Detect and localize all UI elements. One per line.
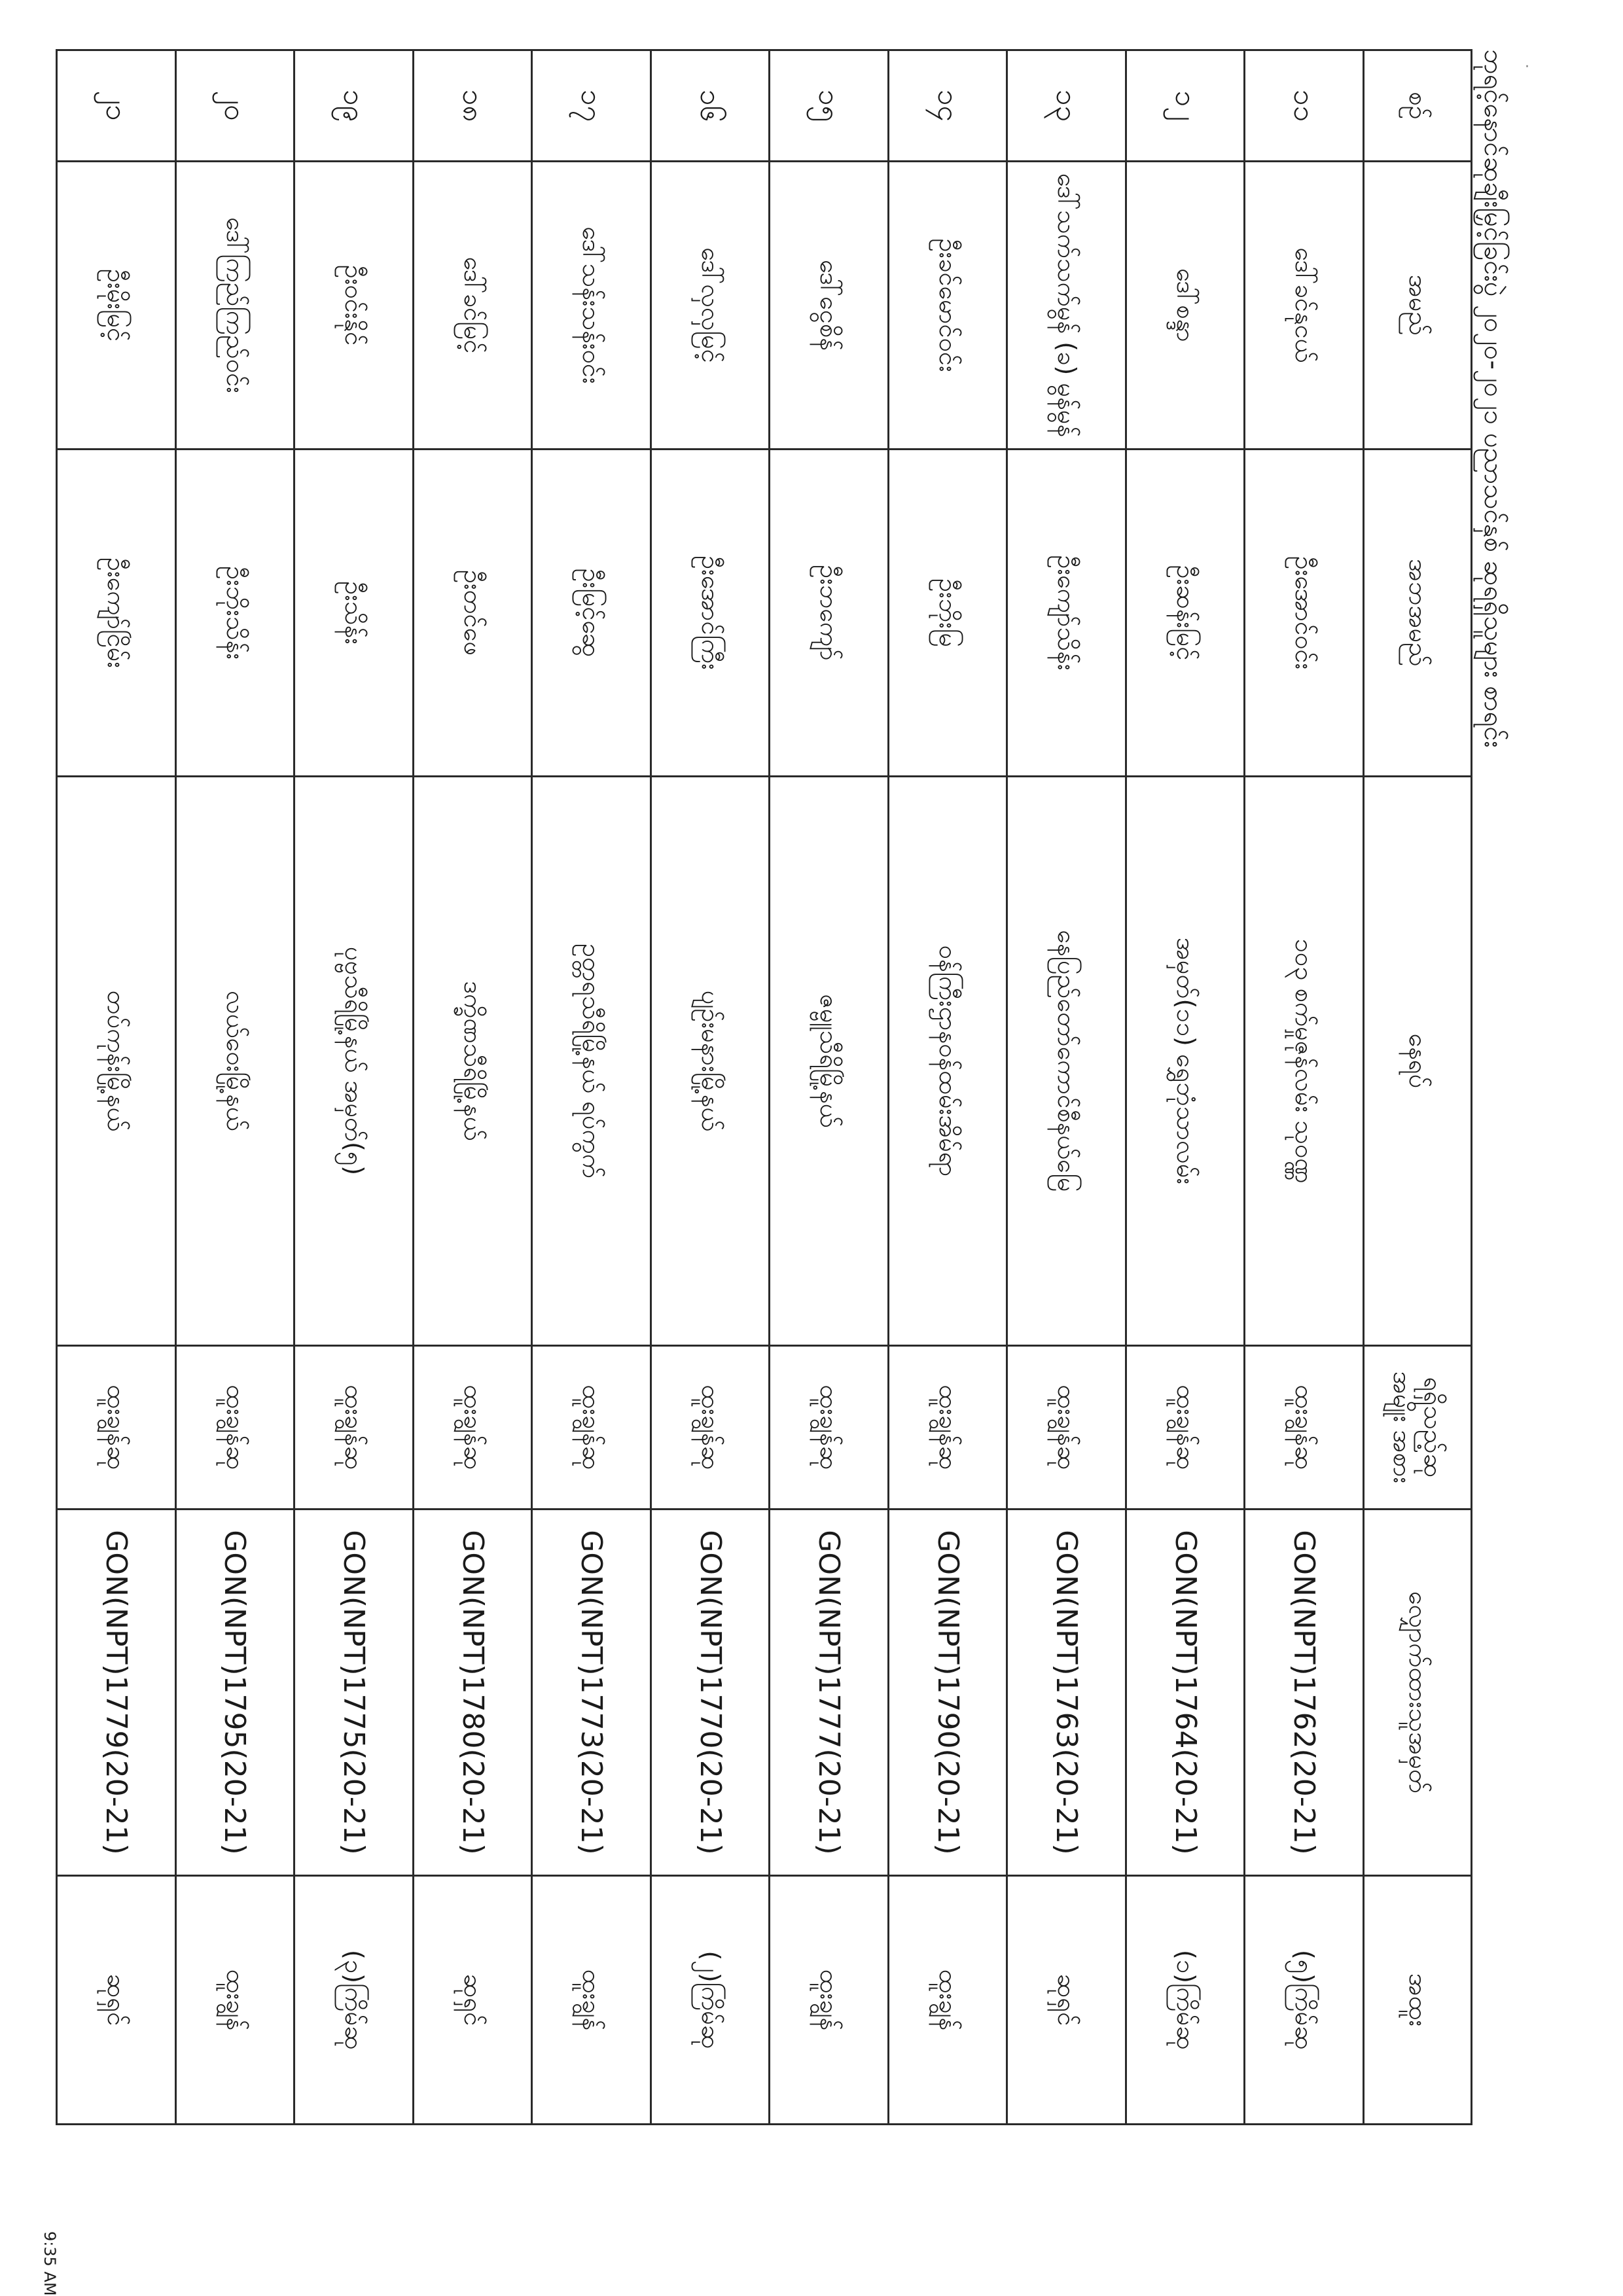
- cell-name: ဒေါ်သက်သက်မွန် (ခ) မွန်မွန်: [1007, 162, 1126, 450]
- cell-no: ၁၅: [770, 50, 889, 162]
- cell-note: (၂)ကြိမ်ဆု: [651, 1876, 770, 2125]
- cell-father: ဦးကျော်သိန်း: [1007, 450, 1126, 777]
- cell-no: ၂၀: [175, 50, 294, 162]
- cell-father: ဦးဘကျော်: [770, 450, 889, 777]
- cell-award: ထူးချွန်ဆု: [532, 1346, 651, 1510]
- cell-name: ဒေါ်ခင်နုငယ်: [1245, 162, 1364, 450]
- cell-award: ထူးချွန်ဆု: [57, 1346, 176, 1510]
- timestamp-text: 9:35 AM: [41, 2231, 59, 2296]
- cell-note: ဆုရှင်: [413, 1876, 532, 2125]
- cell-name: ဒေါ်လှလှမြင့်: [651, 162, 770, 450]
- cell-name: ဦးဝင်းနိုင်: [294, 162, 414, 450]
- cell-address: နေပြည်တော်ကောင်စီနယ်မြေ: [1007, 777, 1126, 1346]
- table-body: [57, 50, 1364, 2125]
- rotated-table-region: [56, 49, 1508, 2123]
- cell-no: ၁၈: [413, 50, 532, 162]
- table-row: [413, 50, 532, 2125]
- cell-name: ဒေါ်စန္ဒာ: [1126, 162, 1245, 450]
- cell-award: ထူးချွန်ဆု: [888, 1346, 1007, 1510]
- cell-address: အမှတ်(၁၁) ရွှေဘုံသာလမ်း: [1126, 777, 1245, 1346]
- cell-note: ထူးချွန်: [888, 1876, 1007, 2125]
- timestamp: [39, 2231, 65, 2296]
- cell-no: ၁၆: [651, 50, 770, 162]
- cell-code: GON(NPT)1780(20-21): [413, 1510, 532, 1876]
- header-name: အမည်: [1364, 162, 1472, 450]
- table-row: [57, 50, 176, 2125]
- cell-address: ၁၀၃ စက်မှုဇုန်လမ်း သုဝဏ္ဏ: [1245, 777, 1364, 1346]
- cell-award: ထူးချွန်ဆု: [1126, 1346, 1245, 1510]
- cell-name: ဦးခင်မောင်ဝင်း: [888, 162, 1007, 450]
- cell-no: ၁၂: [1126, 50, 1245, 162]
- cell-note: (၅)ကြိမ်ဆု: [1245, 1876, 1364, 2125]
- cell-code: GON(NPT)1764(20-21): [1126, 1510, 1245, 1876]
- header-note: အထူး: [1364, 1876, 1472, 2125]
- cell-note: ဆုရှင်: [57, 1876, 176, 2125]
- cell-note: ထူးချွန်: [770, 1876, 889, 2125]
- award-table: [56, 49, 1472, 2125]
- cell-no: ၁၁: [1245, 50, 1364, 162]
- cell-award: ထူးချွန်ဆု: [413, 1346, 532, 1510]
- cell-no: ၂၁: [57, 50, 176, 162]
- cell-award: ထူးချွန်ဆု: [175, 1346, 294, 1510]
- cell-address: ပျဉ်းမနားမြို့နယ်: [651, 777, 770, 1346]
- cell-award: ထူးချွန်ဆု: [294, 1346, 414, 1510]
- cell-award: ထူးချွန်ဆု: [1007, 1346, 1126, 1510]
- table-row: [532, 50, 651, 2125]
- table-row: [1245, 50, 1364, 2125]
- cell-note: (၁)ကြိမ်ဆု: [1126, 1876, 1245, 2125]
- table-row: [888, 50, 1007, 2125]
- cell-name: ဒေါ်ကြည်ကြည်ဝင်း: [175, 162, 294, 450]
- header-address: နေရပ်: [1364, 777, 1472, 1346]
- header-award: ရရှိသည့်ဆုအမျိုး အစား: [1364, 1346, 1472, 1510]
- cell-code: GON(NPT)1773(20-21): [532, 1510, 651, 1876]
- cell-note: ဆုရှင်: [1007, 1876, 1126, 2125]
- cell-name: ဒေါ်ငွေစိန်: [770, 162, 889, 450]
- cell-code: GON(NPT)1777(20-21): [770, 1510, 889, 1876]
- table-row: [770, 50, 889, 2125]
- header-no: စဉ်: [1364, 50, 1472, 162]
- margin-marks: ·: [1525, 59, 1529, 75]
- cell-address: တပ်ကုန်းမြို့နယ်: [57, 777, 176, 1346]
- table-row: [1126, 50, 1245, 2125]
- cell-father: ဦးအောင်ဝင်း: [1245, 450, 1364, 777]
- header-father: အဘအမည်: [1364, 450, 1472, 777]
- cell-name: ဦးမိုးမြင့်: [57, 162, 176, 450]
- cell-father: ဦးဘိုးသိန်း: [175, 450, 294, 777]
- cell-no: ၁၄: [888, 50, 1007, 162]
- table-row: [651, 50, 770, 2125]
- cell-code: GON(NPT)1779(20-21): [57, 1510, 176, 1876]
- table-header-row: [1364, 50, 1472, 2125]
- cell-no: ၁၇: [532, 50, 651, 162]
- cell-address: လယ်ဝေးမြို့နယ်: [175, 777, 294, 1346]
- cell-code: GON(NPT)1770(20-21): [651, 1510, 770, 1876]
- cell-father: ဦးသိန်း: [294, 450, 414, 777]
- cell-address: ဇမ္ဗူသီရိမြို့နယ်: [770, 777, 889, 1346]
- table-row: [1007, 50, 1126, 2125]
- header-code: လျှောက်ထားသူအမှတ်: [1364, 1510, 1472, 1876]
- cell-father: ဦးဆန်းမြင့်: [1126, 450, 1245, 777]
- cell-address: ဒက္ခိဏသီရိမြို့နယ်: [413, 777, 532, 1346]
- cell-award: ထူးချွန်ဆု: [651, 1346, 770, 1510]
- cell-code: GON(NPT)1775(20-21): [294, 1510, 414, 1876]
- cell-no: ၁၃: [1007, 50, 1126, 162]
- cell-code: GON(NPT)1790(20-21): [888, 1510, 1007, 1876]
- cell-code: GON(NPT)1795(20-21): [175, 1510, 294, 1876]
- cell-award: ထူးချွန်ဆု: [770, 1346, 889, 1510]
- cell-address: ပုဗ္ဗသီရိမြို့နယ် အမှတ်(၅): [294, 777, 414, 1346]
- document-title: ဘုရင့်နောင်ဆုချီးမြှင့်ခြင်းပွဲ ၂၀၂၀-၂၀၂၁ ပညာသင်နှစ် ဆုရရှိသူများ စာရင်း: [1478, 49, 1508, 748]
- cell-name: ဒေါ်သန်းသန်းဝင်း: [532, 162, 651, 450]
- cell-father: ဦးကျော်ငြိမ်း: [57, 450, 176, 777]
- cell-note: ထူးချွန်: [532, 1876, 651, 2125]
- cell-father: ဦးမြင့်ဆွေ: [532, 450, 651, 777]
- cell-award: ထူးချွန်ဆု: [1245, 1346, 1364, 1510]
- cell-father: ဦးအောင်ကြီး: [651, 450, 770, 777]
- cell-no: ၁၉: [294, 50, 414, 162]
- table-row: [175, 50, 294, 2125]
- cell-address: ဥတ္တရသီရိမြို့နယ် ရပ်ကွက်: [532, 777, 651, 1346]
- cell-father: ဦးဘိုးမြ: [888, 450, 1007, 777]
- cell-code: GON(NPT)1763(20-21): [1007, 1510, 1126, 1876]
- table-row: [294, 50, 414, 2125]
- cell-address: ဝန်ကြီးဌာနဝန်ထမ်းအိမ်ရာ: [888, 777, 1007, 1346]
- cell-name: ဒေါ်ခင်မြင့်: [413, 162, 532, 450]
- cell-father: ဦးတင်ဖေ: [413, 450, 532, 777]
- cell-code: GON(NPT)1762(20-21): [1245, 1510, 1364, 1876]
- cell-note: (၃)ကြိမ်ဆု: [294, 1876, 414, 2125]
- cell-note: ထူးချွန်: [175, 1876, 294, 2125]
